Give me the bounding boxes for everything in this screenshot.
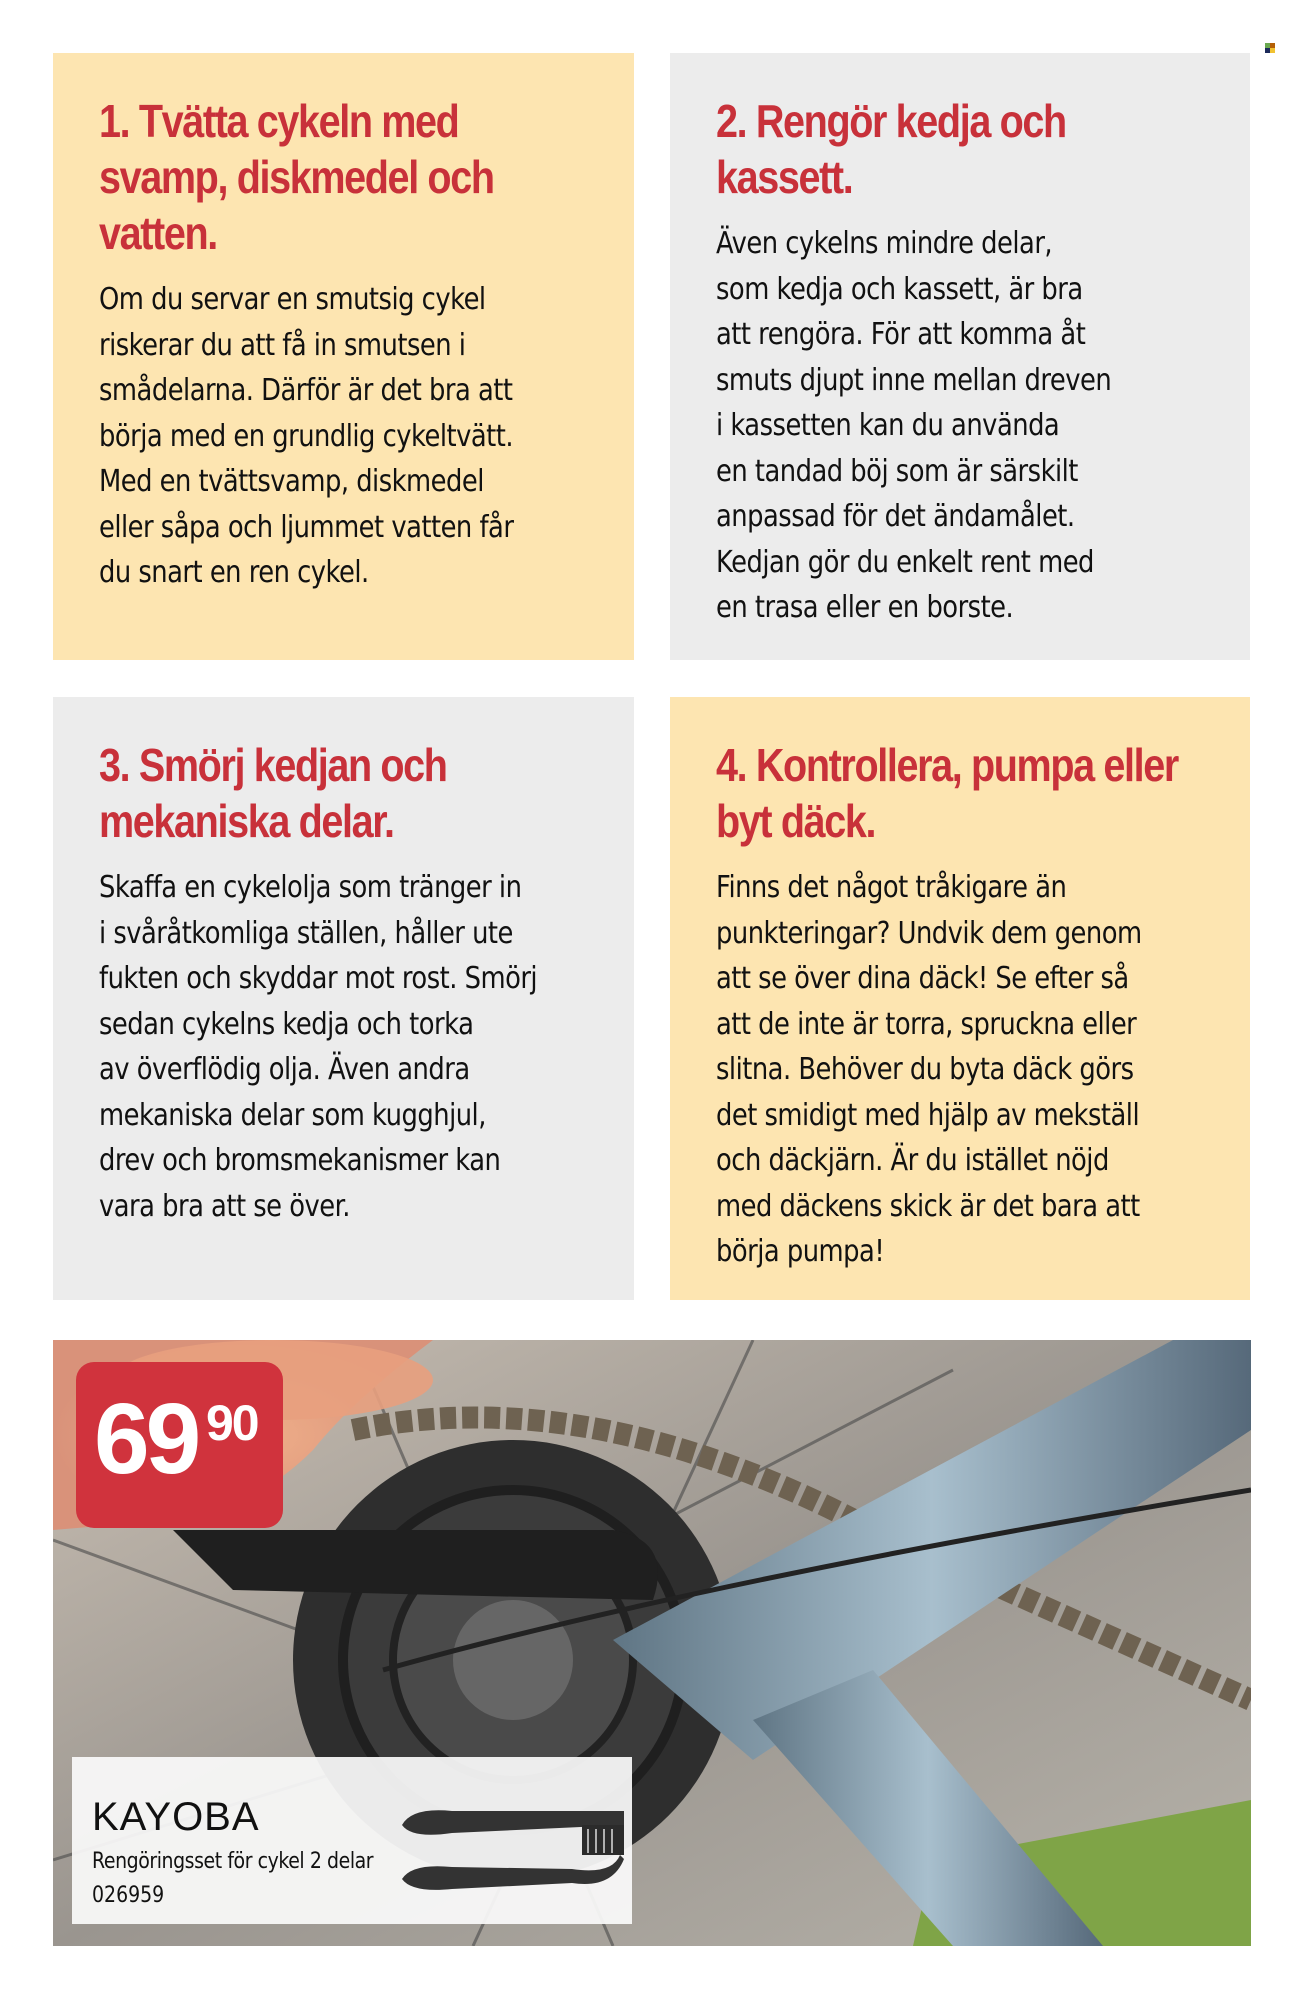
body-line: eller såpa och ljummet vatten får [99, 509, 514, 545]
body-line: drev och bromsmekanismer kan [99, 1143, 501, 1178]
tip-panel-4-tires [670, 697, 1250, 1300]
title-line: mekaniska delar. [99, 795, 394, 847]
tip-title [716, 93, 1205, 205]
body-line: punkteringar? Undvik dem genom [716, 915, 1142, 951]
body-line: med däckens skick är det bara att [716, 1188, 1140, 1224]
tip-panel-1-wash-bike [53, 53, 634, 660]
body-line: Finns det något tråkigare än [716, 870, 1067, 905]
product-info-box [72, 1757, 632, 1924]
body-line: smådelarna. Därför är det bra att [99, 373, 513, 408]
article-number: 026959 [92, 1883, 165, 1908]
body-line: Skaffa en cykelolja som tränger in [99, 870, 522, 905]
cleaning-tools-icon [392, 1785, 632, 1905]
product-name: Rengöringsset för cykel 2 delar [92, 1849, 374, 1874]
tip-body [99, 865, 589, 1229]
body-line: sedan cykelns kedja och torka [99, 1006, 474, 1042]
body-line: smuts djupt inne mellan dreven [716, 362, 1112, 398]
body-line: vara bra att se över. [99, 1188, 350, 1224]
price-decimals: 90 [206, 1395, 258, 1451]
title-line: 3. Smörj kedjan och [99, 739, 447, 791]
body-line: Även cykelns mindre delar, [716, 226, 1053, 261]
body-line: i kassetten kan du använda [716, 408, 1060, 443]
tip-title [99, 737, 589, 849]
body-line: en tandad böj som är särskilt [716, 453, 1078, 489]
tip-panel-3-lubricate [53, 697, 634, 1300]
body-line: riskerar du att få in smutsen i [99, 327, 466, 363]
product-photo[interactable] [53, 1340, 1251, 1946]
body-line: fukten och skyddar mot rost. Smörj [99, 961, 538, 996]
tip-title [716, 737, 1205, 849]
title-line: 1. Tvätta cykeln med [99, 95, 459, 147]
body-line: av överflödig olja. Även andra [99, 1052, 470, 1087]
tip-body [716, 865, 1205, 1275]
brand-logo: KAYOBA [92, 1795, 260, 1839]
body-line: och däckjärn. Är du istället nöjd [716, 1143, 1109, 1178]
body-line: som kedja och kassett, är bra [716, 271, 1083, 307]
tip-panel-2-clean-chain [670, 53, 1250, 660]
tip-body [716, 221, 1205, 631]
title-line: vatten. [99, 207, 217, 259]
tip-body [99, 277, 589, 596]
title-line: svamp, diskmedel och [99, 151, 494, 203]
body-line: en trasa eller en borste. [716, 590, 1014, 625]
title-line: byt däck. [716, 795, 876, 847]
body-line: att de inte är torra, spruckna eller [716, 1006, 1137, 1042]
body-line: att rengöra. För att komma åt [716, 317, 1086, 352]
body-line: i svåråtkomliga ställen, håller ute [99, 915, 513, 951]
body-line: Om du servar en smutsig cykel [99, 282, 486, 317]
body-line: du snart en ren cykel. [99, 555, 369, 590]
body-line: att se över dina däck! Se efter så [716, 961, 1129, 996]
title-line: 2. Rengör kedja och [716, 95, 1066, 147]
body-line: börja pumpa! [716, 1234, 885, 1269]
tip-title [99, 93, 589, 261]
body-line: Kedjan gör du enkelt rent med [716, 544, 1094, 580]
body-line: slitna. Behöver du byta däck görs [716, 1052, 1134, 1087]
title-line: kassett. [716, 151, 853, 203]
body-line: det smidigt med hjälp av mekställ [716, 1097, 1140, 1133]
body-line: Med en tvättsvamp, diskmedel [99, 464, 484, 499]
body-line: mekaniska delar som kugghjul, [99, 1097, 486, 1133]
body-line: börja med en grundlig cykeltvätt. [99, 418, 514, 454]
body-line: anpassad för det ändamålet. [716, 499, 1075, 534]
title-line: 4. Kontrollera, pumpa eller [716, 739, 1178, 791]
corner-marker-icon [1265, 38, 1275, 48]
price-badge [76, 1362, 283, 1528]
price-main: 69 [94, 1383, 198, 1495]
